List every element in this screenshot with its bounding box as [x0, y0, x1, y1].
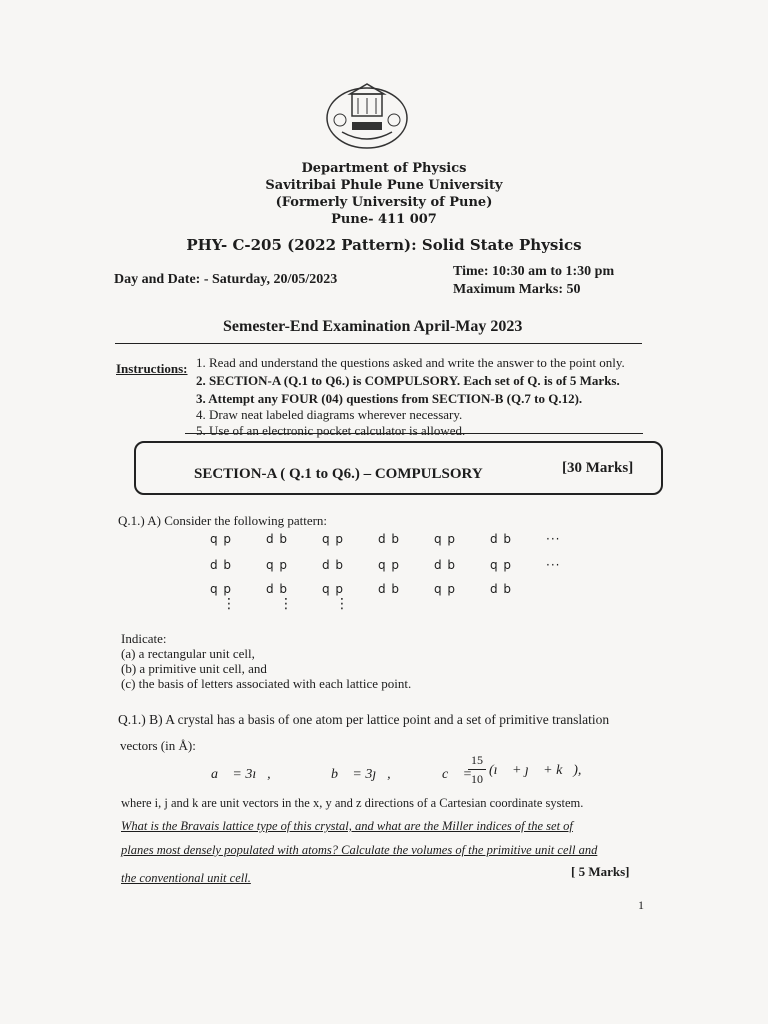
university-seal-logo — [322, 80, 412, 152]
pattern-cell: q p — [322, 532, 345, 546]
q1a-part-b: (b) a primitive unit cell, and — [121, 661, 267, 676]
instructions-label: Instructions: — [116, 361, 188, 376]
q1a-indicate: Indicate: — [121, 631, 167, 646]
maximum-marks: Maximum Marks: 50 — [453, 282, 581, 297]
pattern-cell: q p — [434, 532, 457, 546]
letter-pattern-row — [210, 582, 602, 596]
instruction-item: 3. Attempt any FOUR (04) questions from SECTION-B (Q.7 to Q.12). — [196, 391, 583, 406]
university-name: Savitribai Phule Pune University — [265, 178, 503, 193]
q1a-part-a: (a) a rectangular unit cell, — [121, 646, 255, 661]
vector-c-denominator: 10 — [471, 772, 483, 786]
vector-c-lhs: c⃗ = — [442, 767, 473, 782]
page-number: 1 — [638, 898, 644, 912]
vertical-ellipsis-icon: ⋮ — [335, 596, 350, 612]
exam-time: Time: 10:30 am to 1:30 pm — [453, 264, 615, 279]
course-title: PHY- C-205 (2022 Pattern): Solid State Physics — [186, 236, 582, 254]
instruction-item: 4. Draw neat labeled diagrams wherever necessary. — [196, 407, 463, 422]
instruction-item: 1. Read and understand the questions asked and write the answer to the point only. — [196, 355, 625, 370]
pattern-cell: d b — [378, 582, 401, 596]
instruction-item: 5. Use of an electronic pocket calculator is allowed. — [196, 423, 466, 438]
pattern-cell: q p — [210, 582, 233, 596]
divider-bottom — [185, 433, 643, 434]
pattern-cell: d b — [378, 532, 401, 546]
city-pincode: Pune- 411 007 — [331, 212, 437, 227]
letter-pattern-row — [210, 532, 602, 546]
q1b-marks: [ 5 Marks] — [571, 864, 630, 879]
day-date: Day and Date: - Saturday, 20/05/2023 — [114, 272, 338, 287]
pattern-cell: d b — [266, 582, 289, 596]
vertical-ellipsis-icon: ⋮ — [279, 596, 294, 612]
pattern-cell: q p — [378, 558, 401, 572]
pattern-cell: q p — [434, 582, 457, 596]
pattern-cell: ··· — [546, 558, 561, 572]
pattern-cell: q p — [490, 558, 513, 572]
q1b-task-line1: What is the Bravais lattice type of this crystal, and what are the Miller indices of the set of — [121, 819, 573, 833]
q1b-line1: Q.1.) B) A crystal has a basis of one atom per lattice point and a set of primitive translation — [118, 712, 610, 727]
pattern-cell: d b — [322, 558, 345, 572]
pattern-cell: q p — [322, 582, 345, 596]
vector-c-numerator: 15 — [471, 753, 483, 767]
divider-top — [115, 343, 642, 344]
vertical-ellipsis-icon: ⋮ — [222, 596, 237, 612]
instruction-item: 2. SECTION-A (Q.1 to Q6.) is COMPULSORY. Each set of Q. is of 5 Marks. — [196, 373, 620, 388]
q1a-label: Q.1.) A) Consider the following pattern: — [118, 513, 328, 528]
vector-c-rhs: (ı⃗ + ȷ⃗ + k⃗), — [489, 763, 582, 778]
q1b-task-line3: the conventional unit cell. — [121, 871, 251, 885]
department-name: Department of Physics — [301, 161, 467, 176]
exam-title: Semester-End Examination April-May 2023 — [223, 318, 523, 335]
vector-b: b⃗ = 3ȷ⃗, — [331, 767, 391, 782]
q1b-line2: vectors (in Å): — [120, 738, 196, 753]
pattern-cell: d b — [490, 582, 513, 596]
letter-pattern-row — [210, 558, 602, 572]
section-a-marks: [30 Marks] — [562, 460, 634, 476]
q1b-task-line2: planes most densely populated with atoms? Calculate the volumes of the primitive unit cell and — [121, 843, 598, 857]
pattern-cell: q p — [210, 532, 233, 546]
q1b-where: where i, j and k are unit vectors in the x, y and z directions of a Cartesian coordinate system. — [121, 796, 584, 810]
vector-a: a⃗ = 3ı⃗, — [211, 767, 271, 782]
formerly-name: (Formerly University of Pune) — [275, 195, 493, 210]
pattern-cell: d b — [266, 532, 289, 546]
pattern-cell: q p — [266, 558, 289, 572]
pattern-cell: ··· — [546, 532, 561, 546]
pattern-cell: d b — [434, 558, 457, 572]
pattern-cell: d b — [490, 532, 513, 546]
q1a-part-c: (c) the basis of letters associated with each lattice point. — [121, 676, 412, 691]
pattern-cell: d b — [210, 558, 233, 572]
section-a-title: SECTION-A ( Q.1 to Q6.) – COMPULSORY — [194, 466, 483, 482]
fraction-bar — [468, 769, 486, 770]
